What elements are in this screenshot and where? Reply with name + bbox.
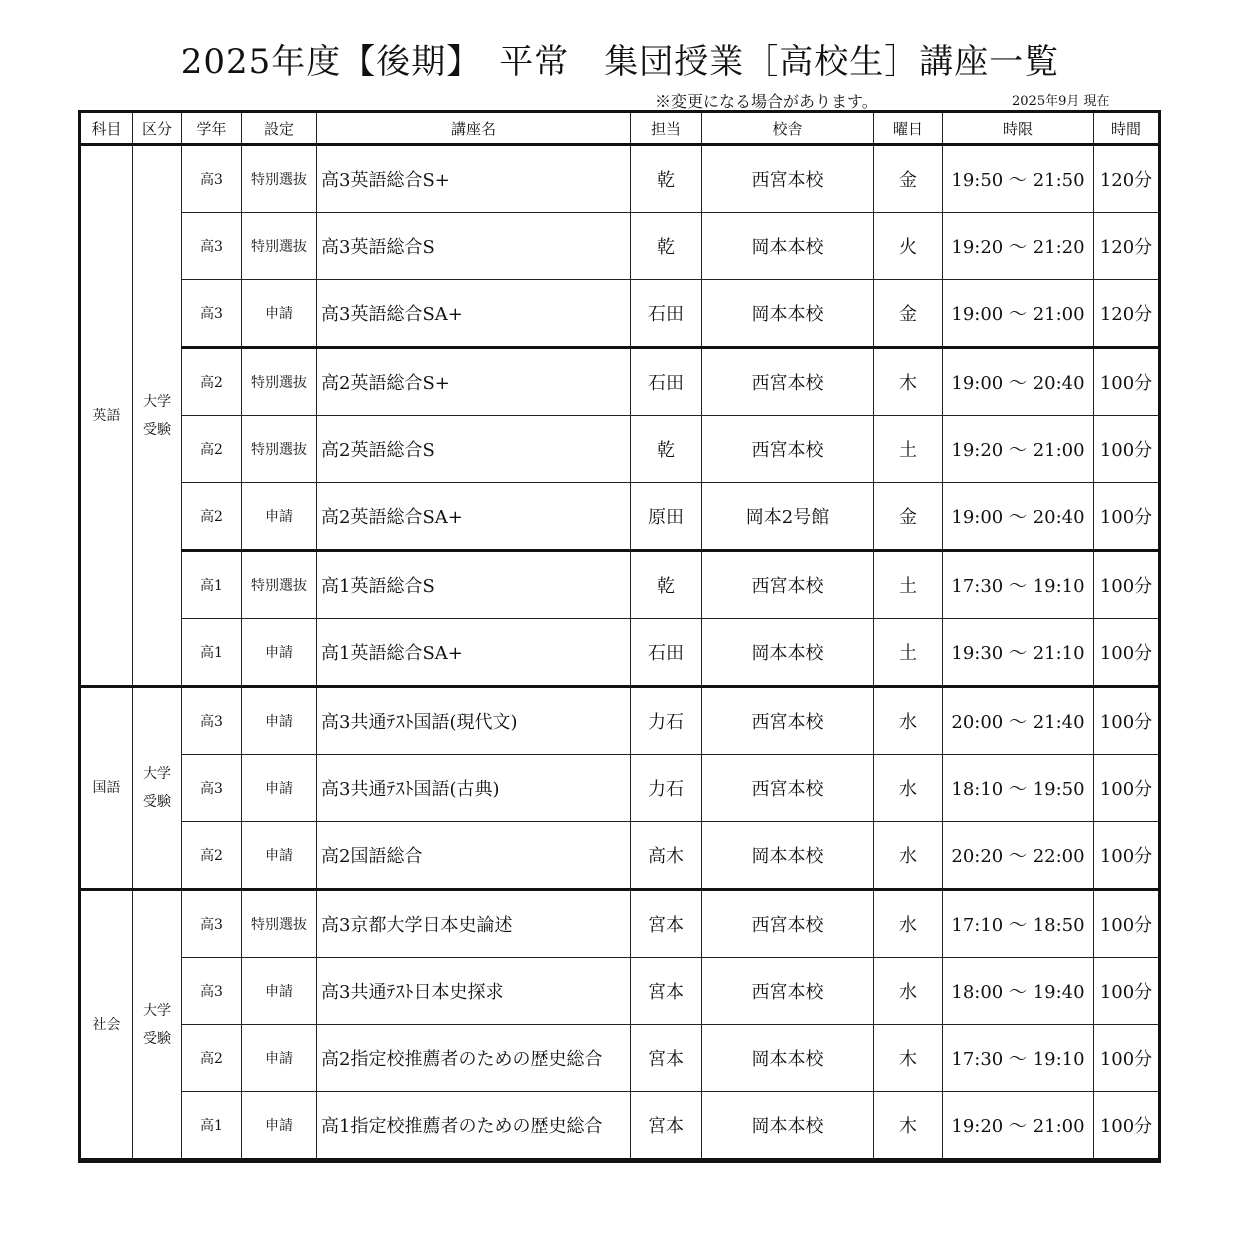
- setting-cell: 特別選抜: [242, 416, 317, 483]
- time-cell: 19:20 ～ 21:00: [943, 416, 1094, 483]
- campus-cell: 西宮本校: [702, 890, 874, 958]
- time-cell: 18:00 ～ 19:40: [943, 958, 1094, 1025]
- setting-cell: 特別選抜: [242, 145, 317, 213]
- teacher-cell: 高木: [631, 822, 702, 890]
- course-cell: 高3英語総合SA+: [317, 280, 631, 348]
- duration-cell: 100分: [1094, 1025, 1159, 1092]
- campus-cell: 西宮本校: [702, 687, 874, 755]
- setting-cell: 申請: [242, 687, 317, 755]
- duration-cell: 100分: [1094, 416, 1159, 483]
- grade-cell: 高1: [182, 619, 242, 687]
- time-cell: 19:00 ～ 20:40: [943, 483, 1094, 551]
- setting-cell: 特別選抜: [242, 890, 317, 958]
- duration-cell: 120分: [1094, 280, 1159, 348]
- grade-cell: 高1: [182, 551, 242, 619]
- day-cell: 木: [874, 348, 943, 416]
- campus-cell: 西宮本校: [702, 416, 874, 483]
- duration-cell: 100分: [1094, 822, 1159, 890]
- table-row: [81, 348, 1159, 416]
- course-cell: 高2国語総合: [317, 822, 631, 890]
- duration-cell: 100分: [1094, 958, 1159, 1025]
- division-cell: 大学 受験: [133, 890, 182, 1160]
- course-cell: 高2英語総合S: [317, 416, 631, 483]
- table-row: [81, 280, 1159, 348]
- day-cell: 金: [874, 280, 943, 348]
- teacher-cell: 乾: [631, 551, 702, 619]
- teacher-cell: 原田: [631, 483, 702, 551]
- teacher-cell: 力石: [631, 687, 702, 755]
- setting-cell: 特別選抜: [242, 348, 317, 416]
- duration-cell: 120分: [1094, 213, 1159, 280]
- grade-cell: 高2: [182, 1025, 242, 1092]
- as-of-date: 2025年9月 現在: [1012, 94, 1110, 109]
- campus-cell: 西宮本校: [702, 755, 874, 822]
- header-subject: 科目: [81, 113, 133, 145]
- grade-cell: 高3: [182, 687, 242, 755]
- course-cell: 高3共通ﾃｽﾄ日本史探求: [317, 958, 631, 1025]
- time-cell: 19:00 ～ 20:40: [943, 348, 1094, 416]
- teacher-cell: 石田: [631, 348, 702, 416]
- setting-cell: 申請: [242, 483, 317, 551]
- time-cell: 17:30 ～ 19:10: [943, 1025, 1094, 1092]
- grade-cell: 高3: [182, 280, 242, 348]
- setting-cell: 申請: [242, 1092, 317, 1160]
- setting-cell: 特別選抜: [242, 213, 317, 280]
- page-title: 2025年度【後期】 平常 集団授業［高校生］講座一覧: [180, 42, 1060, 82]
- campus-cell: 岡本本校: [702, 213, 874, 280]
- course-cell: 高3京都大学日本史論述: [317, 890, 631, 958]
- teacher-cell: 石田: [631, 619, 702, 687]
- campus-cell: 岡本本校: [702, 619, 874, 687]
- campus-cell: 岡本本校: [702, 1092, 874, 1160]
- header-duration: 時間: [1094, 113, 1159, 145]
- campus-cell: 西宮本校: [702, 551, 874, 619]
- duration-cell: 100分: [1094, 687, 1159, 755]
- table-row: [81, 1025, 1159, 1092]
- subject-cell: 英語: [81, 145, 133, 687]
- teacher-cell: 宮本: [631, 1025, 702, 1092]
- course-cell: 高3共通ﾃｽﾄ国語(現代文): [317, 687, 631, 755]
- duration-cell: 120分: [1094, 145, 1159, 213]
- teacher-cell: 乾: [631, 416, 702, 483]
- day-cell: 木: [874, 1092, 943, 1160]
- course-cell: 高2英語総合SA+: [317, 483, 631, 551]
- day-cell: 水: [874, 755, 943, 822]
- time-cell: 17:10 ～ 18:50: [943, 890, 1094, 958]
- duration-cell: 100分: [1094, 755, 1159, 822]
- change-notice: ※変更になる場合があります。: [655, 92, 878, 111]
- setting-cell: 申請: [242, 280, 317, 348]
- header-day: 曜日: [874, 113, 943, 145]
- division-cell: 大学 受験: [133, 145, 182, 687]
- setting-cell: 申請: [242, 822, 317, 890]
- day-cell: 金: [874, 483, 943, 551]
- time-cell: 19:00 ～ 21:00: [943, 280, 1094, 348]
- time-cell: 19:50 ～ 21:50: [943, 145, 1094, 213]
- header-period: 時限: [943, 113, 1094, 145]
- duration-cell: 100分: [1094, 348, 1159, 416]
- duration-cell: 100分: [1094, 890, 1159, 958]
- table-row: [81, 416, 1159, 483]
- course-cell: 高1英語総合S: [317, 551, 631, 619]
- grade-cell: 高2: [182, 822, 242, 890]
- header-setting: 設定: [242, 113, 317, 145]
- grade-cell: 高3: [182, 145, 242, 213]
- table-row: [81, 1092, 1159, 1160]
- grade-cell: 高2: [182, 348, 242, 416]
- duration-cell: 100分: [1094, 619, 1159, 687]
- day-cell: 水: [874, 890, 943, 958]
- teacher-cell: 石田: [631, 280, 702, 348]
- day-cell: 水: [874, 958, 943, 1025]
- table-row: [81, 483, 1159, 551]
- day-cell: 火: [874, 213, 943, 280]
- grade-cell: 高2: [182, 416, 242, 483]
- time-cell: 19:30 ～ 21:10: [943, 619, 1094, 687]
- campus-cell: 岡本2号館: [702, 483, 874, 551]
- table-row: [81, 755, 1159, 822]
- campus-cell: 西宮本校: [702, 145, 874, 213]
- day-cell: 金: [874, 145, 943, 213]
- day-cell: 土: [874, 619, 943, 687]
- time-cell: 19:20 ～ 21:20: [943, 213, 1094, 280]
- table-row: [81, 890, 1159, 958]
- header-grade: 学年: [182, 113, 242, 145]
- table-row: [81, 687, 1159, 755]
- header-division: 区分: [133, 113, 182, 145]
- header-course: 講座名: [317, 113, 631, 145]
- setting-cell: 申請: [242, 958, 317, 1025]
- course-cell: 高3共通ﾃｽﾄ国語(古典): [317, 755, 631, 822]
- campus-cell: 岡本本校: [702, 1025, 874, 1092]
- time-cell: 20:00 ～ 21:40: [943, 687, 1094, 755]
- table-row: [81, 145, 1159, 213]
- grade-cell: 高3: [182, 890, 242, 958]
- setting-cell: 申請: [242, 619, 317, 687]
- teacher-cell: 宮本: [631, 1092, 702, 1160]
- course-cell: 高2英語総合S+: [317, 348, 631, 416]
- day-cell: 水: [874, 687, 943, 755]
- course-cell: 高2指定校推薦者のための歴史総合: [317, 1025, 631, 1092]
- day-cell: 水: [874, 822, 943, 890]
- header-teacher: 担当: [631, 113, 702, 145]
- table-row: [81, 619, 1159, 687]
- grade-cell: 高2: [182, 483, 242, 551]
- time-cell: 17:30 ～ 19:10: [943, 551, 1094, 619]
- time-cell: 18:10 ～ 19:50: [943, 755, 1094, 822]
- campus-cell: 西宮本校: [702, 348, 874, 416]
- grade-cell: 高3: [182, 213, 242, 280]
- teacher-cell: 力石: [631, 755, 702, 822]
- course-cell: 高3英語総合S: [317, 213, 631, 280]
- day-cell: 木: [874, 1025, 943, 1092]
- division-cell: 大学 受験: [133, 687, 182, 890]
- course-cell: 高1英語総合SA+: [317, 619, 631, 687]
- course-table: [80, 112, 1159, 1161]
- table-row: [81, 822, 1159, 890]
- course-cell: 高3英語総合S+: [317, 145, 631, 213]
- duration-cell: 100分: [1094, 551, 1159, 619]
- header-row: [81, 113, 1159, 145]
- duration-cell: 100分: [1094, 483, 1159, 551]
- subject-cell: 国語: [81, 687, 133, 890]
- course-cell: 高1指定校推薦者のための歴史総合: [317, 1092, 631, 1160]
- table-row: [81, 213, 1159, 280]
- setting-cell: 申請: [242, 1025, 317, 1092]
- subject-cell: 社会: [81, 890, 133, 1160]
- table-row: [81, 958, 1159, 1025]
- campus-cell: 岡本本校: [702, 280, 874, 348]
- time-cell: 19:20 ～ 21:00: [943, 1092, 1094, 1160]
- table-body: [81, 145, 1159, 1160]
- duration-cell: 100分: [1094, 1092, 1159, 1160]
- teacher-cell: 乾: [631, 145, 702, 213]
- grade-cell: 高1: [182, 1092, 242, 1160]
- table-row: [81, 551, 1159, 619]
- setting-cell: 申請: [242, 755, 317, 822]
- teacher-cell: 乾: [631, 213, 702, 280]
- setting-cell: 特別選抜: [242, 551, 317, 619]
- day-cell: 土: [874, 416, 943, 483]
- campus-cell: 西宮本校: [702, 958, 874, 1025]
- day-cell: 土: [874, 551, 943, 619]
- header-campus: 校舎: [702, 113, 874, 145]
- grade-cell: 高3: [182, 755, 242, 822]
- teacher-cell: 宮本: [631, 890, 702, 958]
- teacher-cell: 宮本: [631, 958, 702, 1025]
- grade-cell: 高3: [182, 958, 242, 1025]
- time-cell: 20:20 ～ 22:00: [943, 822, 1094, 890]
- campus-cell: 岡本本校: [702, 822, 874, 890]
